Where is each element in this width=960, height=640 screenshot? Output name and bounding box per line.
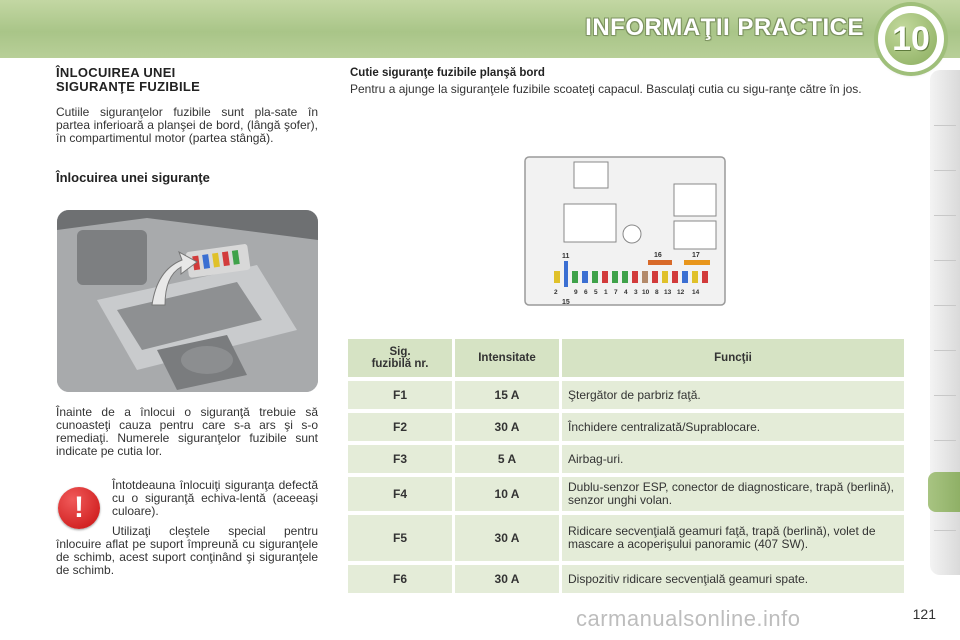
diagram-label: 16 — [654, 252, 662, 259]
table-row — [348, 565, 904, 593]
fuse-cell: F4 — [348, 477, 455, 511]
warning-block — [112, 479, 318, 518]
diagram-label: 7 — [614, 289, 618, 296]
intro-text: Cutiile siguranţelor fuzibile sunt pla-sate în partea inferioară a planşei de bord, (lângă şofer), în compartimentul motor (partea stângă). — [56, 105, 318, 145]
fuse-box-title: Cutie siguranţe fuzibile planşă bord — [350, 67, 545, 79]
table-header-row — [348, 339, 904, 377]
left-column — [56, 66, 318, 185]
diagram-label: 13 — [664, 289, 672, 296]
fuse-box-photo-illustration — [57, 210, 318, 392]
diagram-label: 1 — [604, 289, 608, 296]
column-header-intensity: Intensitate — [455, 339, 562, 377]
diagram-label: 4 — [624, 289, 628, 296]
fuse-box-diagram — [524, 156, 726, 306]
amp-cell: 5 A — [455, 445, 562, 473]
tab-divider — [934, 215, 956, 216]
diagram-label: 6 — [584, 289, 588, 296]
chapter-tab-active[interactable] — [928, 472, 960, 512]
table-row — [348, 445, 904, 473]
fuse-cell: F1 — [348, 381, 455, 409]
watermark: carmanualsonline.info — [576, 606, 801, 631]
table-row — [348, 515, 904, 561]
diagram-label: 11 — [562, 253, 570, 260]
subheading: Înlocuirea unei siguranţe — [56, 170, 210, 185]
diagram-label: 15 — [562, 299, 570, 306]
function-cell: Ridicare secvenţială geamuri faţă, trapă (berlină), volet de mascare a acoperişului panoramic (407 SW). — [562, 515, 904, 561]
function-cell: Închidere centralizată/Suprablocare. — [562, 413, 904, 441]
tab-divider — [934, 395, 956, 396]
amp-cell: 15 A — [455, 381, 562, 409]
amp-cell: 30 A — [455, 413, 562, 441]
function-cell: Ştergător de parbriz faţă. — [562, 381, 904, 409]
diagram-label: 3 — [634, 289, 638, 296]
before-replacing-text: Înainte de a înlocui o siguranţă trebuie să cunoasteţi cauza pentru care s-a ars şi s-o remediaţi. Numerele siguranţelor fuzibile sunt indicate pe cutia lor. — [56, 405, 318, 458]
page-number: 121 — [912, 606, 936, 622]
fuse-cell: F6 — [348, 565, 455, 593]
column-header-fuse: Sig. fuzibilă nr. — [348, 339, 455, 377]
tab-divider — [934, 350, 956, 351]
function-cell: Dublu-senzor ESP, conector de diagnosticare, trapă (berlină), senzor unghi volan. — [562, 477, 904, 511]
tab-divider — [934, 125, 956, 126]
diagram-label: 10 — [642, 289, 650, 296]
tab-divider — [934, 170, 956, 171]
diagram-label: 17 — [692, 252, 700, 259]
amp-cell: 10 A — [455, 477, 562, 511]
warning-text-2: Utilizaţi cleştele special pentru înlocuire aflat pe suport împreună cu siguranţele de schimb, acest suport conţinând şi siguranţele de schimb. — [56, 524, 318, 577]
function-cell: Dispozitiv ridicare secvenţială geamuri spate. — [562, 565, 904, 593]
fuse-cell: F5 — [348, 515, 455, 561]
tab-divider — [934, 440, 956, 441]
warning-text-1: Întotdeauna înlocuiţi siguranţa defectă cu o siguranţă echiva-lentă (aceeaşi culoare). — [112, 478, 318, 518]
diagram-label: 12 — [677, 289, 685, 296]
fuse-table — [348, 335, 904, 597]
fuse-cell: F2 — [348, 413, 455, 441]
page-section-title: INFORMAŢII PRACTICE — [585, 14, 864, 41]
before-replacing-block — [56, 406, 318, 458]
tab-divider — [934, 305, 956, 306]
diagram-label: 2 — [554, 289, 558, 296]
diagram-label: 9 — [574, 289, 578, 296]
tab-divider — [934, 530, 956, 531]
chapter-number: 10 — [885, 13, 937, 65]
chapter-badge — [878, 6, 944, 72]
amp-cell: 30 A — [455, 565, 562, 593]
diagram-label: 5 — [594, 289, 598, 296]
warning-icon: ! — [58, 487, 100, 529]
diagram-label: 14 — [692, 289, 700, 296]
right-text — [350, 67, 903, 96]
column-header-function: Funcţii — [562, 339, 904, 377]
fuse-box-text: Pentru a ajunge la siguranţele fuzibile scoateţi capacul. Basculaţi cutia cu sigu-ranţe către în jos. — [350, 82, 862, 96]
table-row — [348, 381, 904, 409]
function-cell: Airbag-uri. — [562, 445, 904, 473]
table-row — [348, 413, 904, 441]
diagram-label: 8 — [655, 289, 659, 296]
fuse-box-photo — [57, 210, 318, 392]
amp-cell: 30 A — [455, 515, 562, 561]
tweezers-block — [56, 525, 318, 577]
table-row — [348, 477, 904, 511]
fuse-cell: F3 — [348, 445, 455, 473]
tab-divider — [934, 260, 956, 261]
section-title: ÎNLOCUIREA UNEI SIGURANŢE FUZIBILE — [56, 65, 201, 94]
